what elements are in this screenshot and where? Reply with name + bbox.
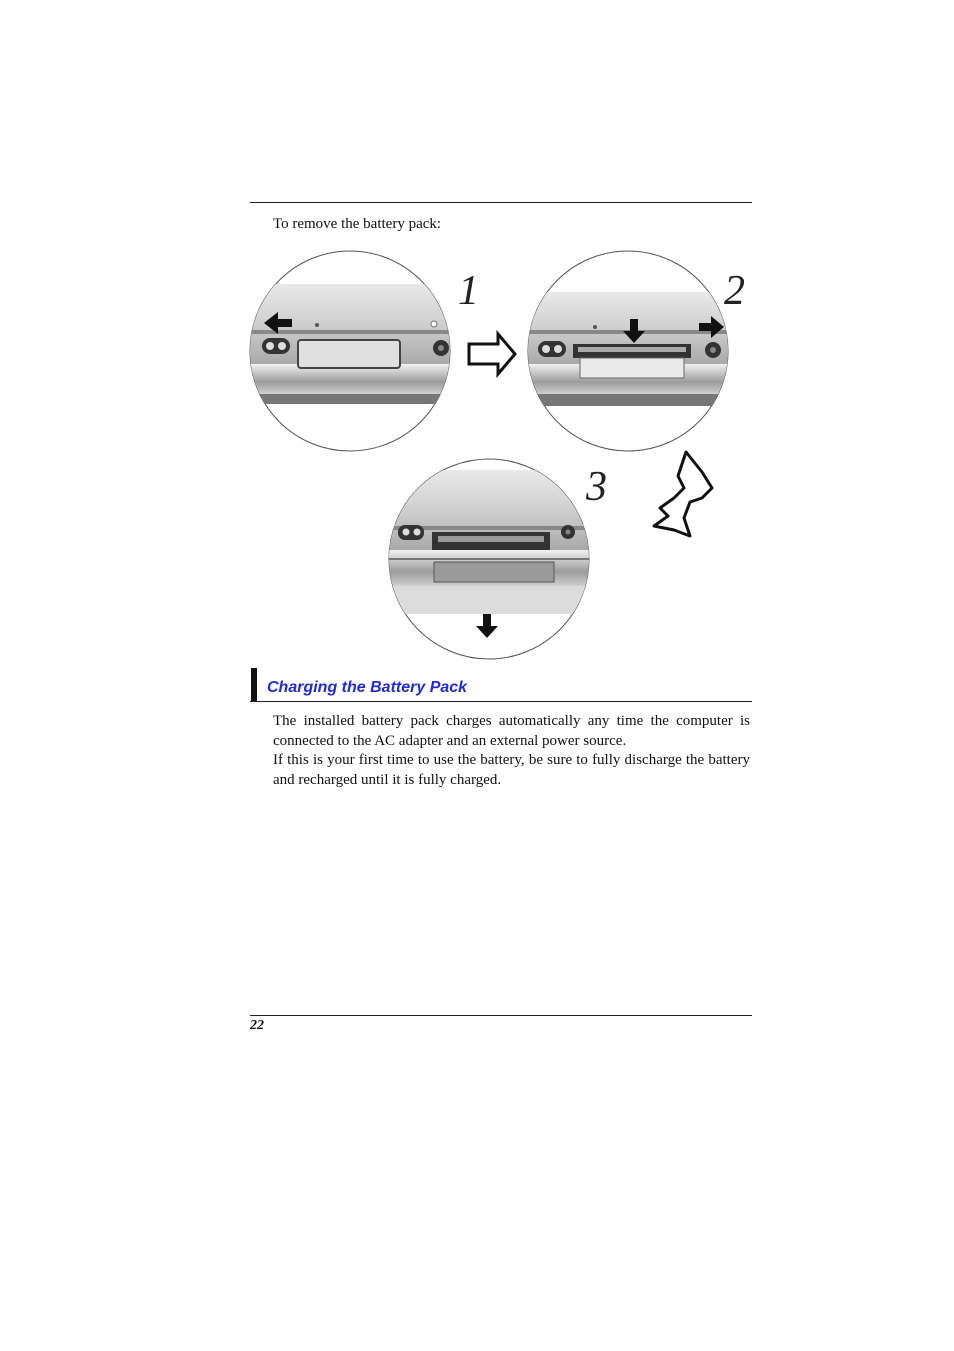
step-3-label: 3 [586,464,607,510]
section-marker [251,668,257,701]
step-3-photo [380,459,600,659]
page-number: 22 [250,1018,264,1033]
intro-text: To remove the battery pack: [273,216,442,232]
step-1-label: 1 [458,268,479,314]
curved-return-arrow-icon [654,452,712,536]
step-2-label: 2 [724,268,745,314]
battery-removal-figure [240,240,760,670]
footer-rule [250,1015,752,1016]
section-rule [250,701,752,702]
section-title: Charging the Battery Pack [267,679,468,696]
header-rule [250,202,752,203]
paragraph: If this is your first time to use the battery, be sure to fully discharge the battery and recharged until it is fully charged. [273,752,750,788]
step-1-photo [240,251,470,451]
arrow-right-outline-icon [469,334,515,374]
step-2-photo [520,251,750,451]
body-text [273,712,750,790]
paragraph: The installed battery pack charges automatically any time the computer is connected to the AC adapter and an external power source. [273,713,750,749]
